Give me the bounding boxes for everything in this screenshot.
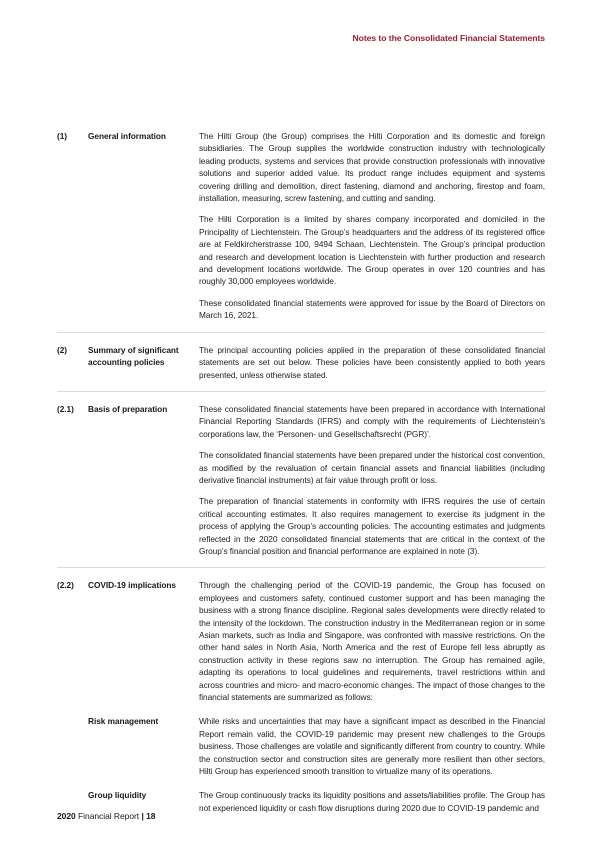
paragraph: The principal accounting policies applied in the preparation of these consolidated financial statements are set out below. These policies have been consistently applied to both years presented, unless otherwise stated. [199, 344, 545, 380]
section-body [199, 579, 545, 703]
paragraph: While risks and uncertainties that may have a significant impact as described in the Financial Report remain valid, the COVID-19 pandemic may present new challenges to the Groups business. Those challenges are volatile and significantly different from country to country. While the construction sector and construction sites are generally more resilient than other sectors, Hilti Group has experienced smooth transition to virtualize many of its operations. [199, 716, 545, 777]
footer-year: 2020 [57, 811, 76, 821]
section-title: Basis of preparation [88, 403, 168, 414]
footer-page-number: 18 [146, 811, 156, 821]
section-basis-of-preparation [57, 403, 545, 557]
section-number: (2.1) [57, 403, 74, 414]
paragraph: The consolidated financial statements have been prepared under the historical cost convention, as modified by the revaluation of certain financial assets and financial liabilities (including derivative financial instruments) at fair value through profit or loss. [199, 450, 545, 485]
footer-label: Financial Report [75, 811, 142, 821]
section-title: Summary of significant accounting policies [88, 344, 179, 368]
section-body [199, 130, 545, 322]
paragraph: These consolidated financial statements have been prepared in accordance with International Financial Reporting Standards (IFRS) and comply with the requirements of Liechtenstein’s corporations law, the ‘Personen- und Gesellschaftsrecht (PGR)’. [199, 403, 545, 439]
subsection-body [199, 789, 545, 814]
section-number: (2) [57, 344, 67, 355]
section-main-row [57, 579, 545, 703]
subsection-body [199, 715, 545, 777]
section-body [199, 344, 545, 381]
section-divider [57, 567, 545, 568]
page-header [0, 0, 600, 46]
paragraph: The Hilti Corporation is a limited by shares company incorporated and domiciled in the Principality of Liechtenstein. The Group’s headquarters and the address of its registered office are at Feldkircherstrasse 100, 9494 Schaan, Liechtenstein. The Group’s principal production and research and development location is Liechtenstein with further production and research and development locations worldwide. The Group operates in over 120 countries and has roughly 30,000 employees worldwide. [199, 214, 545, 287]
page-footer [57, 811, 155, 821]
paragraph: The preparation of financial statements in conformity with IFRS requires the use of certain critical accounting estimates. It also requires management to exercise its judgment in the process of applying the Group’s accounting policies. The accounting estimates and judgments reflected in the 2020 consolidated financial statements that are critical in the context of the Group’s financial position and financial performance are explained in note (3). [199, 496, 545, 556]
subsection-title: Group liquidity [88, 790, 147, 801]
footer-separator: | [141, 811, 147, 821]
subsection-risk-management [57, 715, 545, 777]
subsection-number-spacer [57, 715, 88, 777]
section-covid-19-implications [57, 579, 545, 814]
section-title: General information [88, 131, 166, 141]
section-body [199, 403, 545, 557]
paragraph: The Hilti Group (the Group) comprises the Hilti Corporation and its domestic and foreign subsidiaries. The Group supplies the worldwide construction industry with technologically leading products, systems and services that provide construction professionals with innovative solutions and superior added value. Its product range includes equipment and systems covering drilling and demolition, direct fastening, diamond and anchoring, firestop and foam, installation, measuring, screw fastening, and cutting and sanding. [199, 131, 545, 204]
section-number: (1) [57, 131, 67, 141]
paragraph: Through the challenging period of the COVID-19 pandemic, the Group has focused on employees and customers safety, continued customer support and has been managing the business with a strong finance discipline. Regional sales developments were directly related to the intensity of the lockdown. The construction industry in the Mediterranean region or in some Asian markets, such as India and Singapore, was confronted with massive restrictions. On the other hand sales in North Asia, North America and the rest of Europe fell less abruptly as construction activity in these regions saw no interruption. The Group has remained agile, adapting its operations to local guidelines and requirements, travel restrictions within and across countries and micro- and macro-economic changes. The impact of those changes to the financial statements are summarized as follows: [199, 580, 545, 703]
notes-content [57, 130, 545, 814]
paragraph: These consolidated financial statements were approved for issue by the Board of Directors on March 16, 2021. [199, 297, 545, 321]
section-number: (2.2) [57, 580, 74, 591]
paragraph: The Group continuously tracks its liquidity positions and assets/liabilities profile. The Group has not experienced liquidity or cash flow disruptions during 2020 due to COVID-19 pandemic and [199, 790, 545, 813]
subsection-title: Risk management [88, 716, 159, 727]
section-general-information [57, 130, 545, 322]
section-divider [57, 391, 545, 392]
section-title: COVID-19 implications [88, 580, 176, 591]
section-accounting-policies [57, 344, 545, 381]
section-divider [57, 332, 545, 333]
page-header-title: Notes to the Consolidated Financial Statements [352, 33, 545, 43]
